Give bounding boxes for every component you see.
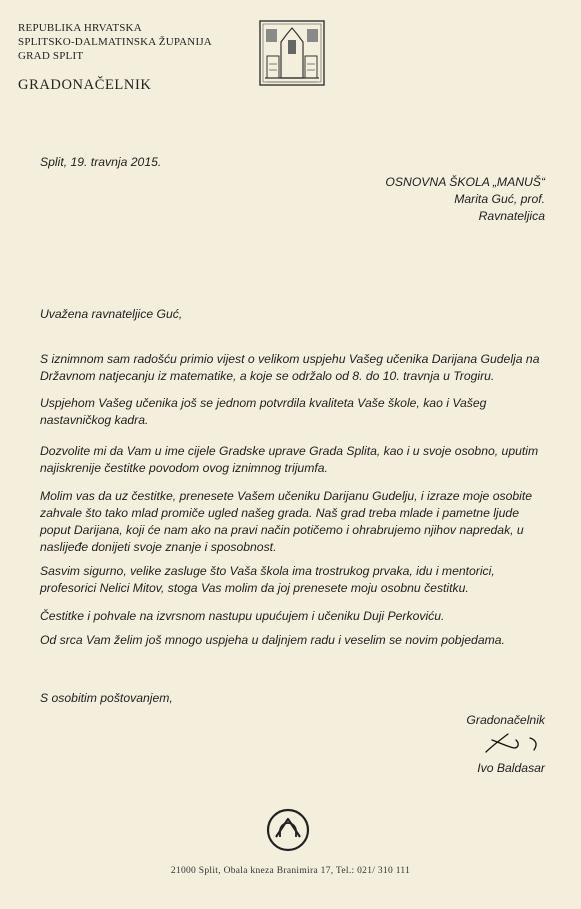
paragraph-line: zahvale što tako mlad promiče ugled našeg grada. Naš grad treba mlade i pametne ljude (40, 506, 519, 520)
closing: S osobitim poštovanjem, (40, 691, 173, 705)
place-date: Split, 19. travnja 2015. (40, 155, 162, 169)
paragraph-3 (40, 443, 540, 477)
paragraph-line: poput Darijana, koji će nam ako na pravi način potičemo i ohrabrujemo njihov napredak, u (40, 523, 524, 537)
header-city: GRAD SPLIT (18, 50, 84, 62)
paragraph-line: Državnom natjecanju iz matematike, a koje se održalo od 8. do 10. travnja u Trogiru. (40, 369, 495, 383)
paragraph-line: S iznimnom sam radošću primio vijest o velikom uspjehu Vašeg učenika Darijana Gudelja na (40, 352, 540, 366)
signatory-name: Ivo Baldasar (477, 761, 545, 775)
paragraph-6 (40, 608, 540, 625)
signatory-title: Gradonačelnik (466, 713, 545, 727)
paragraph-5 (40, 563, 540, 597)
recipient-role: Ravnateljica (478, 209, 545, 223)
paragraph-4 (40, 488, 540, 556)
salutation: Uvažena ravnateljice Guć, (40, 307, 183, 321)
paragraph-line: Čestitke i pohvale na izvrsnom nastupu upućujem i učeniku Duji Perkoviću. (40, 609, 445, 623)
header-country: REPUBLIKA HRVATSKA (18, 22, 142, 34)
paragraph-line: Od srca Vam želim još mnogo uspjeha u daljnjem radu i veselim se novim pobjedama. (40, 633, 505, 647)
recipient-school: OSNOVNA ŠKOLA „MANUŠ“ (385, 175, 545, 189)
paragraph-line: profesorici Nelici Mitov, stoga Vas molim da joj prenesete moju osobnu čestitku. (40, 581, 469, 595)
header-office: GRADONAČELNIK (18, 77, 152, 93)
header-county: SPLITSKO-DALMATINSKA ŽUPANIJA (18, 36, 212, 48)
paragraph-2 (40, 395, 540, 429)
recipient-name: Marita Guć, prof. (454, 192, 545, 206)
paragraph-line: Dozvolite mi da Vam u ime cijele Gradske uprave Grada Splita, kao i u svoje osobno, uputim (40, 444, 539, 458)
paragraph-line: nastavničkog kadra. (40, 413, 149, 427)
paragraph-line: Sasvim sigurno, velike zasluge što Vaša škola ima trostrukog prvaka, idu i mentorici, (40, 564, 495, 578)
footer-address: 21000 Split, Obala kneza Branimira 17, Tel.: 021/ 310 111 (170, 866, 411, 876)
paragraph-line: Molim vas da uz čestitke, prenesete Vašem učeniku Darijanu Gudelju, i izraze moje osobite (40, 489, 533, 503)
paragraph-line: Uspjehom Vašeg učenika još se jednom potvrdila kvaliteta Vaše škole, kao i Vašeg (40, 396, 487, 410)
paragraph-7 (40, 632, 540, 649)
paragraph-line: naslijeđe donijeti svoje znanje i sposobnost. (40, 540, 277, 554)
signature-icon (478, 726, 548, 756)
city-crest-icon (259, 20, 325, 86)
world-heritage-emblem-icon (263, 807, 313, 853)
paragraph-line: najiskrenije čestitke povodom ovog iznimnog trijumfa. (40, 461, 328, 475)
paragraph-1 (40, 351, 540, 385)
